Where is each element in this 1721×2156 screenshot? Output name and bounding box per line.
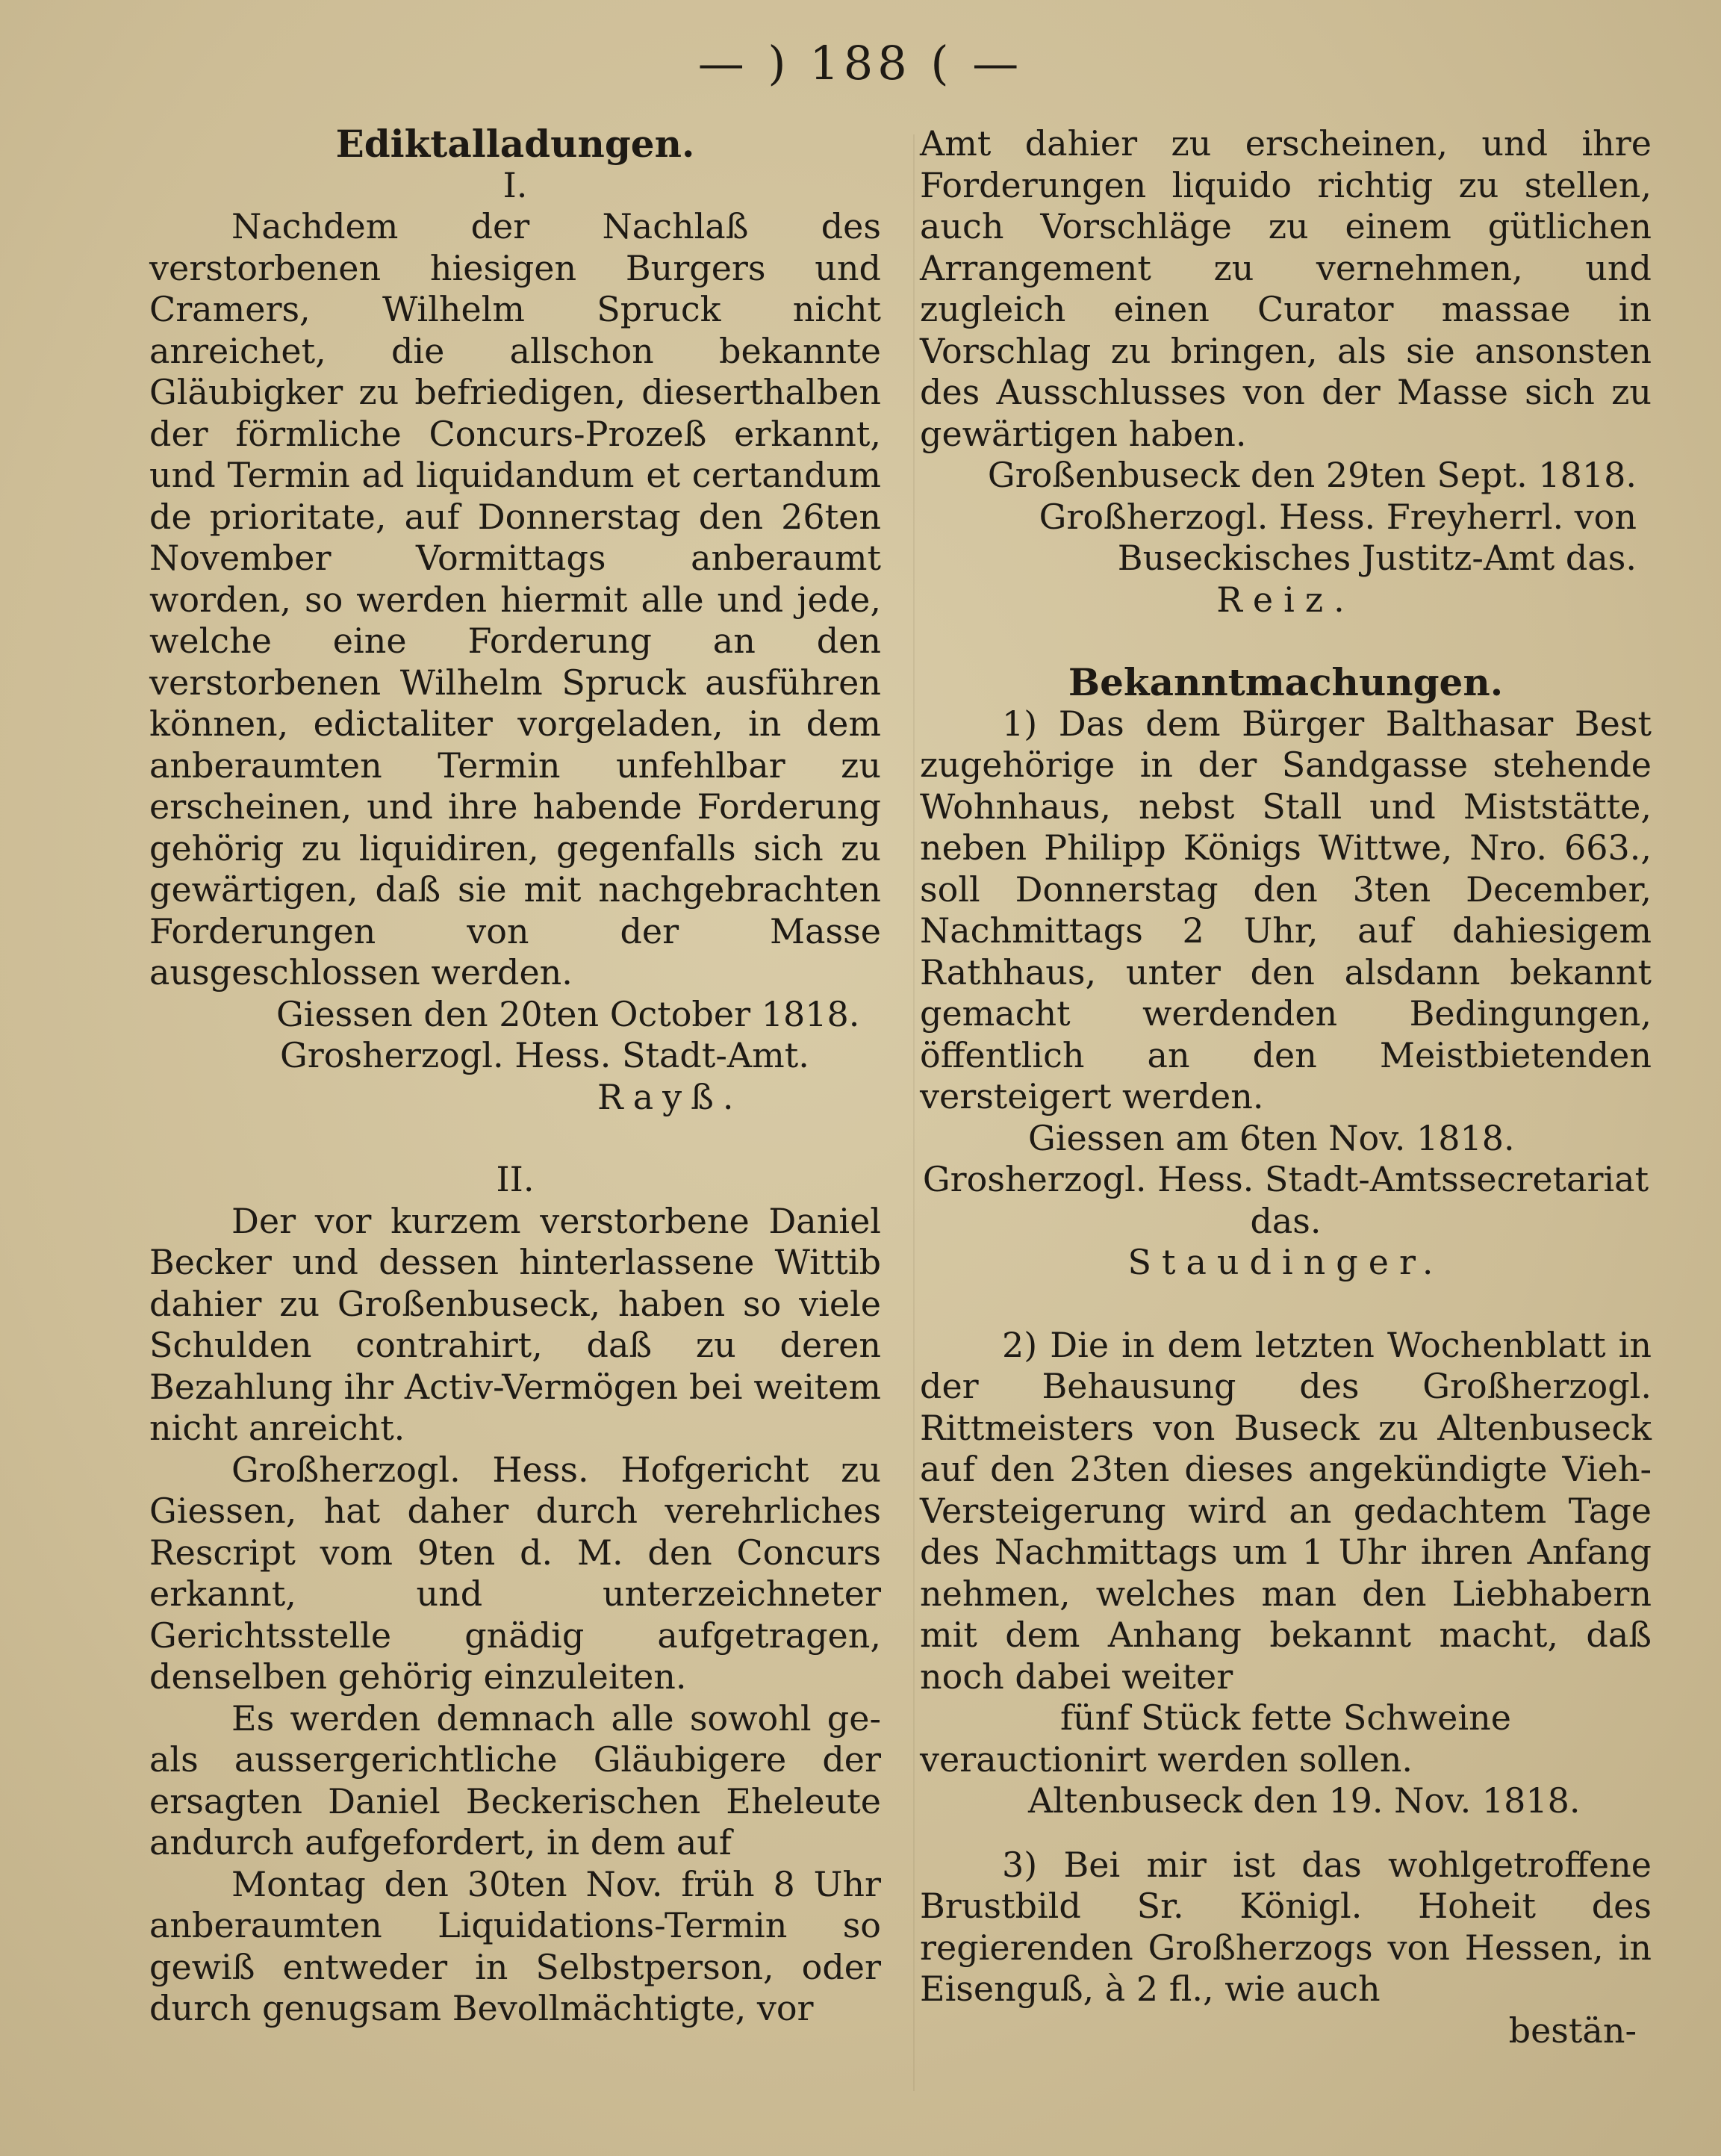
notice-1-office: Grosherzogl. Hess. Stadt-Amt.	[280, 1035, 809, 1075]
announcement-1-signature: Staudinger.	[1127, 1242, 1444, 1282]
column-divider	[913, 134, 915, 2091]
notice-2-signature: Reiz.	[1216, 579, 1355, 620]
notice-number-2: II.	[496, 1159, 535, 1199]
notice-1-signature: Rayß.	[597, 1076, 743, 1117]
right-column	[920, 123, 1652, 2051]
left-column	[149, 123, 881, 2030]
announcement-3-continued: bestän-	[1508, 2010, 1637, 2051]
notice-2-date-term: Montag den 30ten Nov. früh 8 Uhr anberaumten Liquidations-Termin so gewiß entweder in Selbstperson, oder durch genugsam Bevollmächtigte, vor	[149, 1863, 881, 2028]
notice-1-text: Nachdem der Nachlaß des verstorbenen hiesigen Burgers und Cramers, Wilhelm Spruck nicht anreichet, die allschon bekannte Gläubigker zu befriedigen, dieserthalben der förmliche Concurs-Prozeß erkannt, und Termin ad liquidandum et certandum de prioritate, auf Donnerstag den 26ten November Vormittags anberaumt worden, so werden hiermit alle und jede, welche eine Forderung an den verstorbenen Wilhelm Spruck ausführen können, edictaliter vorgeladen, in dem anberaumten Termin unfehlbar zu erscheinen, und ihre habende Forderung gehörig zu liquidiren, gegenfalls sich zu gewärtigen, daß sie mit nachgebrachten Forderungen von der Masse ausgeschlossen werden.	[149, 206, 881, 992]
announcement-2-text: 2) Die in dem letzten Wochenblatt in der Behausung des Großherzogl. Rittmeisters von Buseck zu Altenbuseck auf den 23ten dieses angekündigte Vieh-Versteigerung wird an gedachtem Tage des Nachmittags um 1 Uhr ihren Anfang nehmen, welches man den Liebhabern mit dem Anhang bekannt macht, daß noch dabei weiter	[920, 1324, 1652, 1697]
announcement-1-text: 1) Das dem Bürger Balthasar Best zugehörige in der Sandgasse stehende Wohnhaus, nebst Stall und Miststätte, neben Philipp Königs Wittwe, Nro. 663., soll Donnerstag den 3ten December, Nachmittags 2 Uhr, auf dahiesigem Rathhaus, unter den alsdann bekannt gemacht werdenden Bedingungen, öffentlich an den Meistbietenden versteigert werden.	[920, 703, 1652, 1116]
announcement-1-office: Grosherzogl. Hess. Stadt-Amtssecretariat das.	[922, 1159, 1649, 1241]
notice-2-court: Großherzogl. Hess. Hofgericht zu Giessen, hat daher durch verehrliches Rescript vom 9ten d. M. den Concurs erkannt, und unterzeichneter Gerichtsstelle gnädig aufgetragen, denselben gehörig einzuleiten.	[149, 1449, 881, 1697]
notice-2-office: Großherzogl. Hess. Freyherrl. von Buseckisches Justitz-Amt das.	[1039, 496, 1637, 578]
notice-number-1: I.	[502, 164, 528, 205]
announcement-1-date: Giessen am 6ten Nov. 1818.	[1028, 1117, 1515, 1158]
notice-2-continued: Amt dahier zu erscheinen, und ihre Forderungen liquido richtig zu stellen, auch Vorschläge zu einem gütlichen Arrangement zu vernehmen, und zugleich einen Curator massae in Vorschlag zu bringen, als sie ansonsten des Ausschlusses von der Masse sich zu gewärtigen haben.	[920, 123, 1652, 454]
announcement-3-text: 3) Bei mir ist das wohlgetroffene Brustbild Sr. Königl. Hoheit des regierenden Großherzogs von Hessen, in Eisenguß, à 2 fl., wie auch	[920, 1844, 1652, 2009]
notice-1-date: Giessen den 20ten October 1818.	[276, 993, 860, 1034]
announcement-2-closing: verauctionirt werden sollen.	[920, 1739, 1413, 1780]
notice-2-text: Der vor kurzem verstorbene Daniel Becker und dessen hinterlassene Wittib dahier zu Großenbuseck, haben so viele Schulden contrahirt, daß zu deren Bezahlung ihr Activ-Vermögen bei weitem nicht anreicht.	[149, 1200, 881, 1448]
page-number: — ) 188 ( —	[697, 36, 1024, 90]
section-heading-edicts: Ediktalladungen.	[335, 122, 695, 166]
section-heading-announcements: Bekanntmachungen.	[1068, 660, 1504, 704]
notice-2-date: Großenbuseck den 29ten Sept. 1818.	[987, 455, 1637, 495]
announcement-2-item: fünf Stück fette Schweine	[1060, 1697, 1511, 1738]
notice-2-summons: Es werden demnach alle sowohl ge- als aussergerichtliche Gläubigere der ersagten Daniel Beckerischen Eheleute andurch aufgefordert, in dem auf	[149, 1697, 881, 1863]
announcement-2-date: Altenbuseck den 19. Nov. 1818.	[1028, 1780, 1581, 1821]
